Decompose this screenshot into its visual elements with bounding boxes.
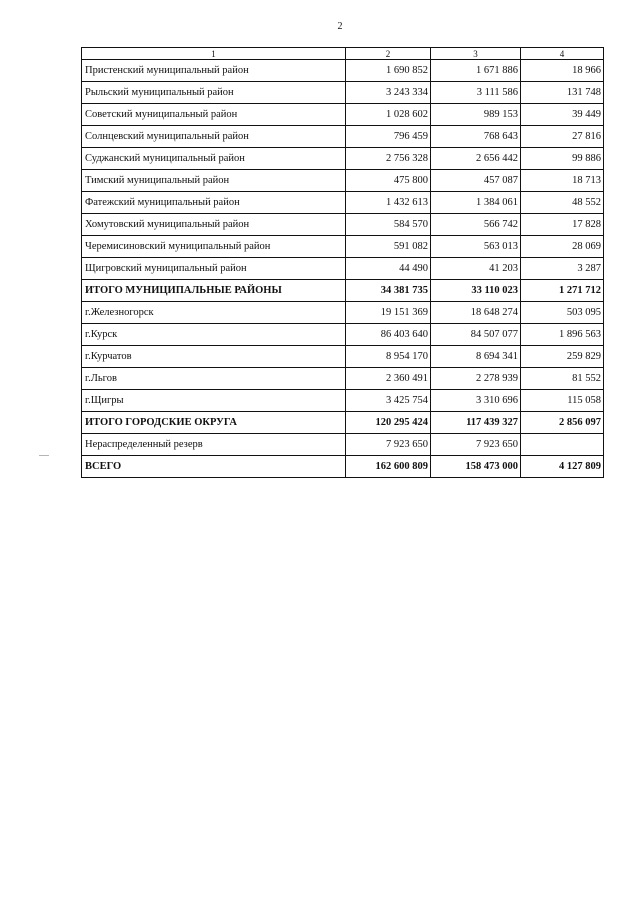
value-cell-col3: 117 439 327 xyxy=(431,412,521,434)
value-cell-col4: 4 127 809 xyxy=(521,456,604,478)
table-row xyxy=(82,434,604,456)
table-row xyxy=(82,126,604,148)
value-cell-col2: 162 600 809 xyxy=(346,456,431,478)
value-cell-col2: 1 028 602 xyxy=(346,104,431,126)
table-row xyxy=(82,214,604,236)
value-cell-col2: 3 243 334 xyxy=(346,82,431,104)
table-body xyxy=(82,60,604,478)
value-cell-col3: 18 648 274 xyxy=(431,302,521,324)
table-header-row xyxy=(82,48,604,60)
total-row xyxy=(82,456,604,478)
column-header-1: 1 xyxy=(82,48,346,60)
value-cell-col3: 563 013 xyxy=(431,236,521,258)
value-cell-col3: 84 507 077 xyxy=(431,324,521,346)
value-cell-col4: 18 966 xyxy=(521,60,604,82)
table-row xyxy=(82,104,604,126)
value-cell-col4 xyxy=(521,434,604,456)
table-row xyxy=(82,192,604,214)
value-cell-col4: 1 896 563 xyxy=(521,324,604,346)
row-name-cell: г.Щигры xyxy=(82,390,346,412)
page-number: 2 xyxy=(337,21,343,32)
value-cell-col4: 259 829 xyxy=(521,346,604,368)
table-row xyxy=(82,148,604,170)
value-cell-col2: 120 295 424 xyxy=(346,412,431,434)
value-cell-col2: 1 690 852 xyxy=(346,60,431,82)
value-cell-col3: 8 694 341 xyxy=(431,346,521,368)
value-cell-col4: 18 713 xyxy=(521,170,604,192)
value-cell-col4: 39 449 xyxy=(521,104,604,126)
column-header-2: 2 xyxy=(346,48,431,60)
table-row xyxy=(82,60,604,82)
value-cell-col2: 8 954 170 xyxy=(346,346,431,368)
value-cell-col3: 2 278 939 xyxy=(431,368,521,390)
row-name-cell: Щигровский муниципальный район xyxy=(82,258,346,280)
value-cell-col4: 17 828 xyxy=(521,214,604,236)
value-cell-col2: 796 459 xyxy=(346,126,431,148)
value-cell-col4: 115 058 xyxy=(521,390,604,412)
value-cell-col2: 2 360 491 xyxy=(346,368,431,390)
value-cell-col3: 989 153 xyxy=(431,104,521,126)
value-cell-col3: 768 643 xyxy=(431,126,521,148)
value-cell-col2: 19 151 369 xyxy=(346,302,431,324)
value-cell-col4: 1 271 712 xyxy=(521,280,604,302)
value-cell-col4: 2 856 097 xyxy=(521,412,604,434)
value-cell-col3: 1 384 061 xyxy=(431,192,521,214)
row-name-cell: Хомутовский муниципальный район xyxy=(82,214,346,236)
table-row xyxy=(82,346,604,368)
value-cell-col2: 86 403 640 xyxy=(346,324,431,346)
value-cell-col2: 7 923 650 xyxy=(346,434,431,456)
row-name-cell: Нераспределенный резерв xyxy=(82,434,346,456)
table-row xyxy=(82,258,604,280)
table-row xyxy=(82,82,604,104)
value-cell-col3: 41 203 xyxy=(431,258,521,280)
value-cell-col4: 3 287 xyxy=(521,258,604,280)
value-cell-col2: 34 381 735 xyxy=(346,280,431,302)
row-name-cell: Рыльский муниципальный район xyxy=(82,82,346,104)
value-cell-col4: 27 816 xyxy=(521,126,604,148)
value-cell-col2: 584 570 xyxy=(346,214,431,236)
value-cell-col4: 131 748 xyxy=(521,82,604,104)
table-row xyxy=(82,236,604,258)
value-cell-col2: 475 800 xyxy=(346,170,431,192)
value-cell-col3: 33 110 023 xyxy=(431,280,521,302)
budget-table xyxy=(81,47,604,478)
value-cell-col4: 99 886 xyxy=(521,148,604,170)
value-cell-col2: 1 432 613 xyxy=(346,192,431,214)
row-name-cell: г.Курск xyxy=(82,324,346,346)
table-row xyxy=(82,302,604,324)
value-cell-col2: 3 425 754 xyxy=(346,390,431,412)
value-cell-col4: 503 095 xyxy=(521,302,604,324)
table-row xyxy=(82,390,604,412)
value-cell-col3: 566 742 xyxy=(431,214,521,236)
value-cell-col3: 457 087 xyxy=(431,170,521,192)
table-row xyxy=(82,170,604,192)
row-name-cell: Солнцевский муниципальный район xyxy=(82,126,346,148)
row-name-cell: Пристенский муниципальный район xyxy=(82,60,346,82)
value-cell-col4: 28 069 xyxy=(521,236,604,258)
value-cell-col3: 1 671 886 xyxy=(431,60,521,82)
row-name-cell: ВСЕГО xyxy=(82,456,346,478)
value-cell-col4: 48 552 xyxy=(521,192,604,214)
row-name-cell: г.Железногорск xyxy=(82,302,346,324)
value-cell-col3: 2 656 442 xyxy=(431,148,521,170)
column-header-4: 4 xyxy=(521,48,604,60)
value-cell-col3: 158 473 000 xyxy=(431,456,521,478)
value-cell-col2: 2 756 328 xyxy=(346,148,431,170)
row-name-cell: Тимский муниципальный район xyxy=(82,170,346,192)
row-name-cell: ИТОГО ГОРОДСКИЕ ОКРУГА xyxy=(82,412,346,434)
row-name-cell: Черемисиновский муниципальный район xyxy=(82,236,346,258)
value-cell-col3: 3 310 696 xyxy=(431,390,521,412)
row-name-cell: г.Льгов xyxy=(82,368,346,390)
scan-mark xyxy=(39,455,49,456)
value-cell-col3: 7 923 650 xyxy=(431,434,521,456)
total-row xyxy=(82,280,604,302)
row-name-cell: Суджанский муниципальный район xyxy=(82,148,346,170)
value-cell-col3: 3 111 586 xyxy=(431,82,521,104)
row-name-cell: Фатежский муниципальный район xyxy=(82,192,346,214)
table-row xyxy=(82,324,604,346)
row-name-cell: г.Курчатов xyxy=(82,346,346,368)
column-header-3: 3 xyxy=(431,48,521,60)
value-cell-col2: 44 490 xyxy=(346,258,431,280)
row-name-cell: ИТОГО МУНИЦИПАЛЬНЫЕ РАЙОНЫ xyxy=(82,280,346,302)
value-cell-col2: 591 082 xyxy=(346,236,431,258)
total-row xyxy=(82,412,604,434)
value-cell-col4: 81 552 xyxy=(521,368,604,390)
table-row xyxy=(82,368,604,390)
row-name-cell: Советский муниципальный район xyxy=(82,104,346,126)
